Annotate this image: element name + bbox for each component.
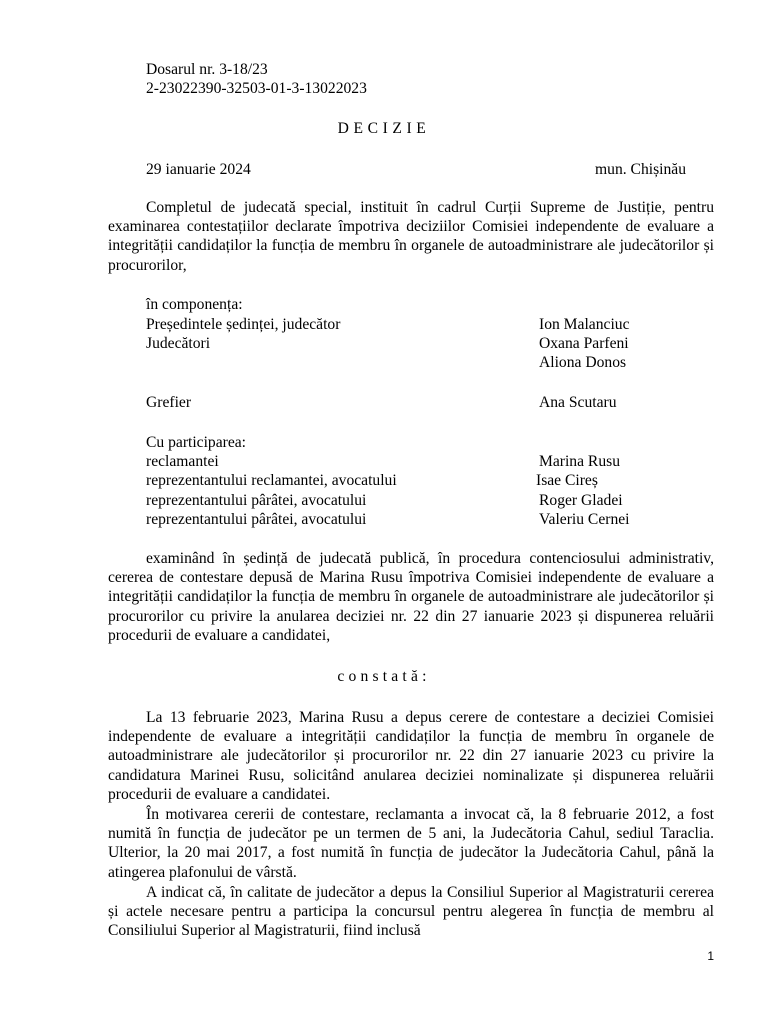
participant-role: reprezentantului pârâtei, avocatului [146,511,367,528]
participant-name: Valeriu Cernei [539,511,630,528]
case-number: Dosarul nr. 3-18/23 [146,61,268,78]
participant-name: Isae Cireș [536,472,598,489]
participants-heading: Cu participarea: [146,434,247,451]
case-header [146,60,367,98]
document-title: DECIZIE [337,120,431,137]
case-code: 2-23022390-32503-01-3-13022023 [146,80,367,98]
composition-row-name: Aliona Donos [539,354,627,371]
clerk-name: Ana Scutaru [539,394,617,411]
composition-row-label: Judecători [146,335,211,352]
participant-name: Roger Gladei [539,492,623,509]
decision-date: 29 ianuarie 2024 [146,161,251,178]
finds-heading: constată: [337,668,431,685]
composition-row-name: Ion Malanciuc [539,316,630,333]
intro-paragraph: Completul de judecată special, instituit în cadrul Curții Supreme de Justiție, pentru examinarea contestațiilor declarate împotriva deciziilor Comisiei independente de evaluare a integrității candidaților la funcția de membru în organele de autoadministrare ale judecătorilor și procurorilor, [108,199,714,274]
examining-paragraph: examinând în ședință de judecată publică, în procedura contenciosului administrativ, cererea de contestare depusă de Marina Rusu împotriva Comisiei independente de evaluare a integrității candidaților la funcția de membru în organele de autoadministrare ale judecătorilor și procurorilor cu privire la anularea deciziei nr. 22 din 27 ianuarie 2023 și dispunerea reluării procedurii de evaluare a candidatei, [108,550,714,644]
composition-heading: în componența: [146,296,243,313]
composition-row-label: Președintele ședinței, judecător [146,316,341,333]
participant-role: reclamantei [146,453,219,470]
participant-role: reprezentantului reclamantei, avocatului [146,472,397,489]
body-paragraph: A indicat că, în calitate de judecător a depus la Consiliul Superior al Magistraturii cererea și actele necesare pentru a participa la concursul pentru alegerea în funcția de membru al Consiliului Superior al Magistraturii, fiind inclusă [108,884,714,940]
composition-row-name: Oxana Parfeni [539,335,629,352]
participant-role: reprezentantului pârâtei, avocatului [146,492,367,509]
body-paragraph: La 13 februarie 2023, Marina Rusu a depus cerere de contestare a deciziei Comisiei independente de evaluare a integrității candidaților la funcția de membru în organele de autoadministrare ale judecătorilor și procurorilor nr. 22 din 27 ianuarie 2023 cu privire la candidatura Marinei Rusu, solicitând anularea deciziei nominalizate și dispunerea reluării procedurii de evaluare a candidatei. [108,709,714,803]
clerk-label: Grefier [146,394,192,411]
decision-city: mun. Chișinău [595,161,686,178]
participant-name: Marina Rusu [539,453,620,470]
body-paragraph: În motivarea cererii de contestare, reclamanta a invocat că, la 8 februarie 2012, a fost numită în funcția de judecător pe un termen de 5 ani, la Judecătoria Cahul, sediul Taraclia. Ulterior, la 20 mai 2017, a fost numită în funcția de judecător la Judecătoria Cahul, până la atingerea plafonului de vârstă. [108,806,714,881]
page-number: 1 [707,949,714,963]
